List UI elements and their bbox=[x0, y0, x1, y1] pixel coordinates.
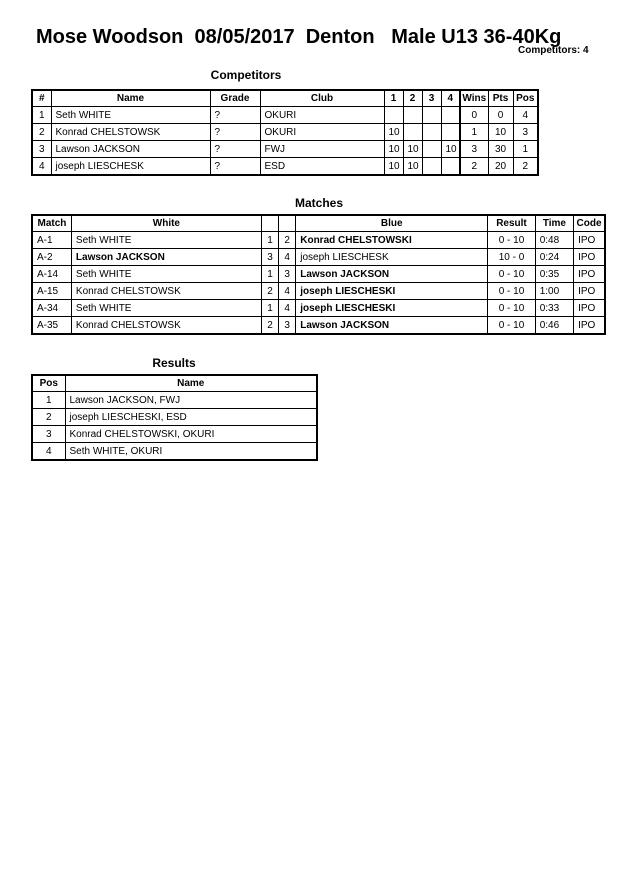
competitor-grade: ? bbox=[210, 107, 260, 124]
match-time: 1:00 bbox=[535, 283, 573, 300]
competitor-club: OKURI bbox=[260, 124, 384, 141]
match-white-number: 1 bbox=[261, 266, 278, 283]
matches-col-white-number bbox=[261, 215, 278, 232]
match-code: IPO bbox=[574, 317, 605, 335]
matches-section-title: Matches bbox=[294, 196, 344, 210]
match-result: 0 - 10 bbox=[488, 266, 535, 283]
match-id: A-15 bbox=[32, 283, 71, 300]
match-time: 0:35 bbox=[535, 266, 573, 283]
competitor-score-1: 10 bbox=[384, 141, 403, 158]
competitors-col-pts: Pts bbox=[488, 90, 513, 107]
competitors-col-number: # bbox=[32, 90, 51, 107]
match-white-number: 3 bbox=[261, 249, 278, 266]
competitor-score-2: 10 bbox=[403, 141, 422, 158]
competitors-col-wins: Wins bbox=[460, 90, 488, 107]
competitors-section-title: Competitors bbox=[210, 68, 282, 82]
match-code: IPO bbox=[574, 249, 605, 266]
competitor-score-1: 10 bbox=[384, 124, 403, 141]
matches-col-code: Code bbox=[574, 215, 605, 232]
competitor-wins: 2 bbox=[460, 158, 488, 176]
competitors-count: Competitors: 4 bbox=[518, 45, 589, 56]
competitor-wins: 1 bbox=[460, 124, 488, 141]
match-row bbox=[32, 232, 605, 249]
competitor-pos: 1 bbox=[513, 141, 538, 158]
match-white-number: 1 bbox=[261, 300, 278, 317]
match-blue-number: 2 bbox=[279, 232, 296, 249]
match-result: 0 - 10 bbox=[488, 317, 535, 335]
competitor-row bbox=[32, 107, 538, 124]
match-row bbox=[32, 283, 605, 300]
match-blue-number: 4 bbox=[279, 300, 296, 317]
competitor-score-4 bbox=[441, 107, 460, 124]
competitor-pos: 3 bbox=[513, 124, 538, 141]
results-col-name: Name bbox=[65, 375, 317, 392]
match-result: 0 - 10 bbox=[488, 283, 535, 300]
result-name: joseph LIESCHESKI, ESD bbox=[65, 409, 317, 426]
match-blue-number: 3 bbox=[279, 317, 296, 335]
result-pos: 4 bbox=[32, 443, 65, 461]
competitor-score-2: 10 bbox=[403, 158, 422, 176]
results-col-pos: Pos bbox=[32, 375, 65, 392]
match-id: A-34 bbox=[32, 300, 71, 317]
matches-col-blue: Blue bbox=[296, 215, 488, 232]
competitors-table bbox=[31, 89, 539, 176]
matches-table bbox=[31, 214, 606, 335]
competitor-pts: 30 bbox=[488, 141, 513, 158]
match-white-number: 2 bbox=[261, 317, 278, 335]
results-table bbox=[31, 374, 318, 461]
competitor-row bbox=[32, 141, 538, 158]
match-time: 0:48 bbox=[535, 232, 573, 249]
match-row bbox=[32, 249, 605, 266]
competitor-wins: 0 bbox=[460, 107, 488, 124]
competitor-name: Konrad CHELSTOWSK bbox=[51, 124, 210, 141]
competitor-score-1 bbox=[384, 107, 403, 124]
matches-col-blue-number bbox=[279, 215, 296, 232]
result-name: Seth WHITE, OKURI bbox=[65, 443, 317, 461]
match-blue-name: Lawson JACKSON bbox=[296, 317, 488, 335]
competitors-col-club: Club bbox=[260, 90, 384, 107]
result-name: Lawson JACKSON, FWJ bbox=[65, 392, 317, 409]
results-section-title: Results bbox=[152, 356, 196, 370]
match-id: A-14 bbox=[32, 266, 71, 283]
competitor-pts: 20 bbox=[488, 158, 513, 176]
result-name: Konrad CHELSTOWSKI, OKURI bbox=[65, 426, 317, 443]
match-white-number: 1 bbox=[261, 232, 278, 249]
competitors-col-3: 3 bbox=[422, 90, 441, 107]
match-time: 0:24 bbox=[535, 249, 573, 266]
competitor-club: OKURI bbox=[260, 107, 384, 124]
competitor-score-1: 10 bbox=[384, 158, 403, 176]
competitor-score-4 bbox=[441, 124, 460, 141]
matches-header-row bbox=[32, 215, 605, 232]
match-blue-name: joseph LIESCHESKI bbox=[296, 283, 488, 300]
competitor-pos: 2 bbox=[513, 158, 538, 176]
competitor-pts: 0 bbox=[488, 107, 513, 124]
competitor-row bbox=[32, 124, 538, 141]
match-result: 0 - 10 bbox=[488, 300, 535, 317]
matches-col-match: Match bbox=[32, 215, 71, 232]
match-white-name: Seth WHITE bbox=[71, 232, 261, 249]
result-row bbox=[32, 392, 317, 409]
competitor-grade: ? bbox=[210, 124, 260, 141]
competitor-number: 3 bbox=[32, 141, 51, 158]
match-id: A-1 bbox=[32, 232, 71, 249]
result-row bbox=[32, 443, 317, 461]
competitor-number: 4 bbox=[32, 158, 51, 176]
match-row bbox=[32, 266, 605, 283]
competitor-pts: 10 bbox=[488, 124, 513, 141]
competitors-col-pos: Pos bbox=[513, 90, 538, 107]
match-white-name: Konrad CHELSTOWSK bbox=[71, 283, 261, 300]
match-white-name: Seth WHITE bbox=[71, 300, 261, 317]
competitor-score-3 bbox=[422, 158, 441, 176]
match-code: IPO bbox=[574, 232, 605, 249]
competitor-row bbox=[32, 158, 538, 176]
competitor-wins: 3 bbox=[460, 141, 488, 158]
match-row bbox=[32, 300, 605, 317]
match-id: A-2 bbox=[32, 249, 71, 266]
match-result: 10 - 0 bbox=[488, 249, 535, 266]
result-row bbox=[32, 426, 317, 443]
competitor-club: ESD bbox=[260, 158, 384, 176]
match-white-name: Seth WHITE bbox=[71, 266, 261, 283]
match-code: IPO bbox=[574, 266, 605, 283]
competitor-name: joseph LIESCHESK bbox=[51, 158, 210, 176]
competitor-score-2 bbox=[403, 107, 422, 124]
match-white-name: Lawson JACKSON bbox=[71, 249, 261, 266]
result-pos: 3 bbox=[32, 426, 65, 443]
match-time: 0:46 bbox=[535, 317, 573, 335]
match-blue-name: joseph LIESCHESK bbox=[296, 249, 488, 266]
match-blue-name: joseph LIESCHESKI bbox=[296, 300, 488, 317]
match-result: 0 - 10 bbox=[488, 232, 535, 249]
match-blue-name: Konrad CHELSTOWSKI bbox=[296, 232, 488, 249]
competitors-col-name: Name bbox=[51, 90, 210, 107]
competitor-name: Lawson JACKSON bbox=[51, 141, 210, 158]
competitors-col-4: 4 bbox=[441, 90, 460, 107]
matches-col-result: Result bbox=[488, 215, 535, 232]
matches-col-time: Time bbox=[535, 215, 573, 232]
result-row bbox=[32, 409, 317, 426]
results-header-row bbox=[32, 375, 317, 392]
competitors-header-row bbox=[32, 90, 538, 107]
match-blue-number: 3 bbox=[279, 266, 296, 283]
competitor-number: 1 bbox=[32, 107, 51, 124]
match-time: 0:33 bbox=[535, 300, 573, 317]
match-code: IPO bbox=[574, 300, 605, 317]
competitor-score-4 bbox=[441, 158, 460, 176]
competitor-score-2 bbox=[403, 124, 422, 141]
competitors-col-1: 1 bbox=[384, 90, 403, 107]
match-blue-number: 4 bbox=[279, 283, 296, 300]
competitor-score-3 bbox=[422, 141, 441, 158]
competitor-number: 2 bbox=[32, 124, 51, 141]
page-title: Mose Woodson 08/05/2017 Denton Male U13 36-40Kg bbox=[36, 26, 562, 48]
match-code: IPO bbox=[574, 283, 605, 300]
match-blue-number: 4 bbox=[279, 249, 296, 266]
result-pos: 2 bbox=[32, 409, 65, 426]
matches-body bbox=[32, 232, 605, 335]
competitor-pos: 4 bbox=[513, 107, 538, 124]
competitor-score-3 bbox=[422, 107, 441, 124]
competitor-grade: ? bbox=[210, 158, 260, 176]
match-id: A-35 bbox=[32, 317, 71, 335]
matches-col-white: White bbox=[71, 215, 261, 232]
match-row bbox=[32, 317, 605, 335]
result-pos: 1 bbox=[32, 392, 65, 409]
match-blue-name: Lawson JACKSON bbox=[296, 266, 488, 283]
competitors-col-2: 2 bbox=[403, 90, 422, 107]
competitor-club: FWJ bbox=[260, 141, 384, 158]
competitor-name: Seth WHITE bbox=[51, 107, 210, 124]
match-white-number: 2 bbox=[261, 283, 278, 300]
competitors-col-grade: Grade bbox=[210, 90, 260, 107]
competitor-grade: ? bbox=[210, 141, 260, 158]
competitor-score-4: 10 bbox=[441, 141, 460, 158]
competitor-score-3 bbox=[422, 124, 441, 141]
match-white-name: Konrad CHELSTOWSK bbox=[71, 317, 261, 335]
